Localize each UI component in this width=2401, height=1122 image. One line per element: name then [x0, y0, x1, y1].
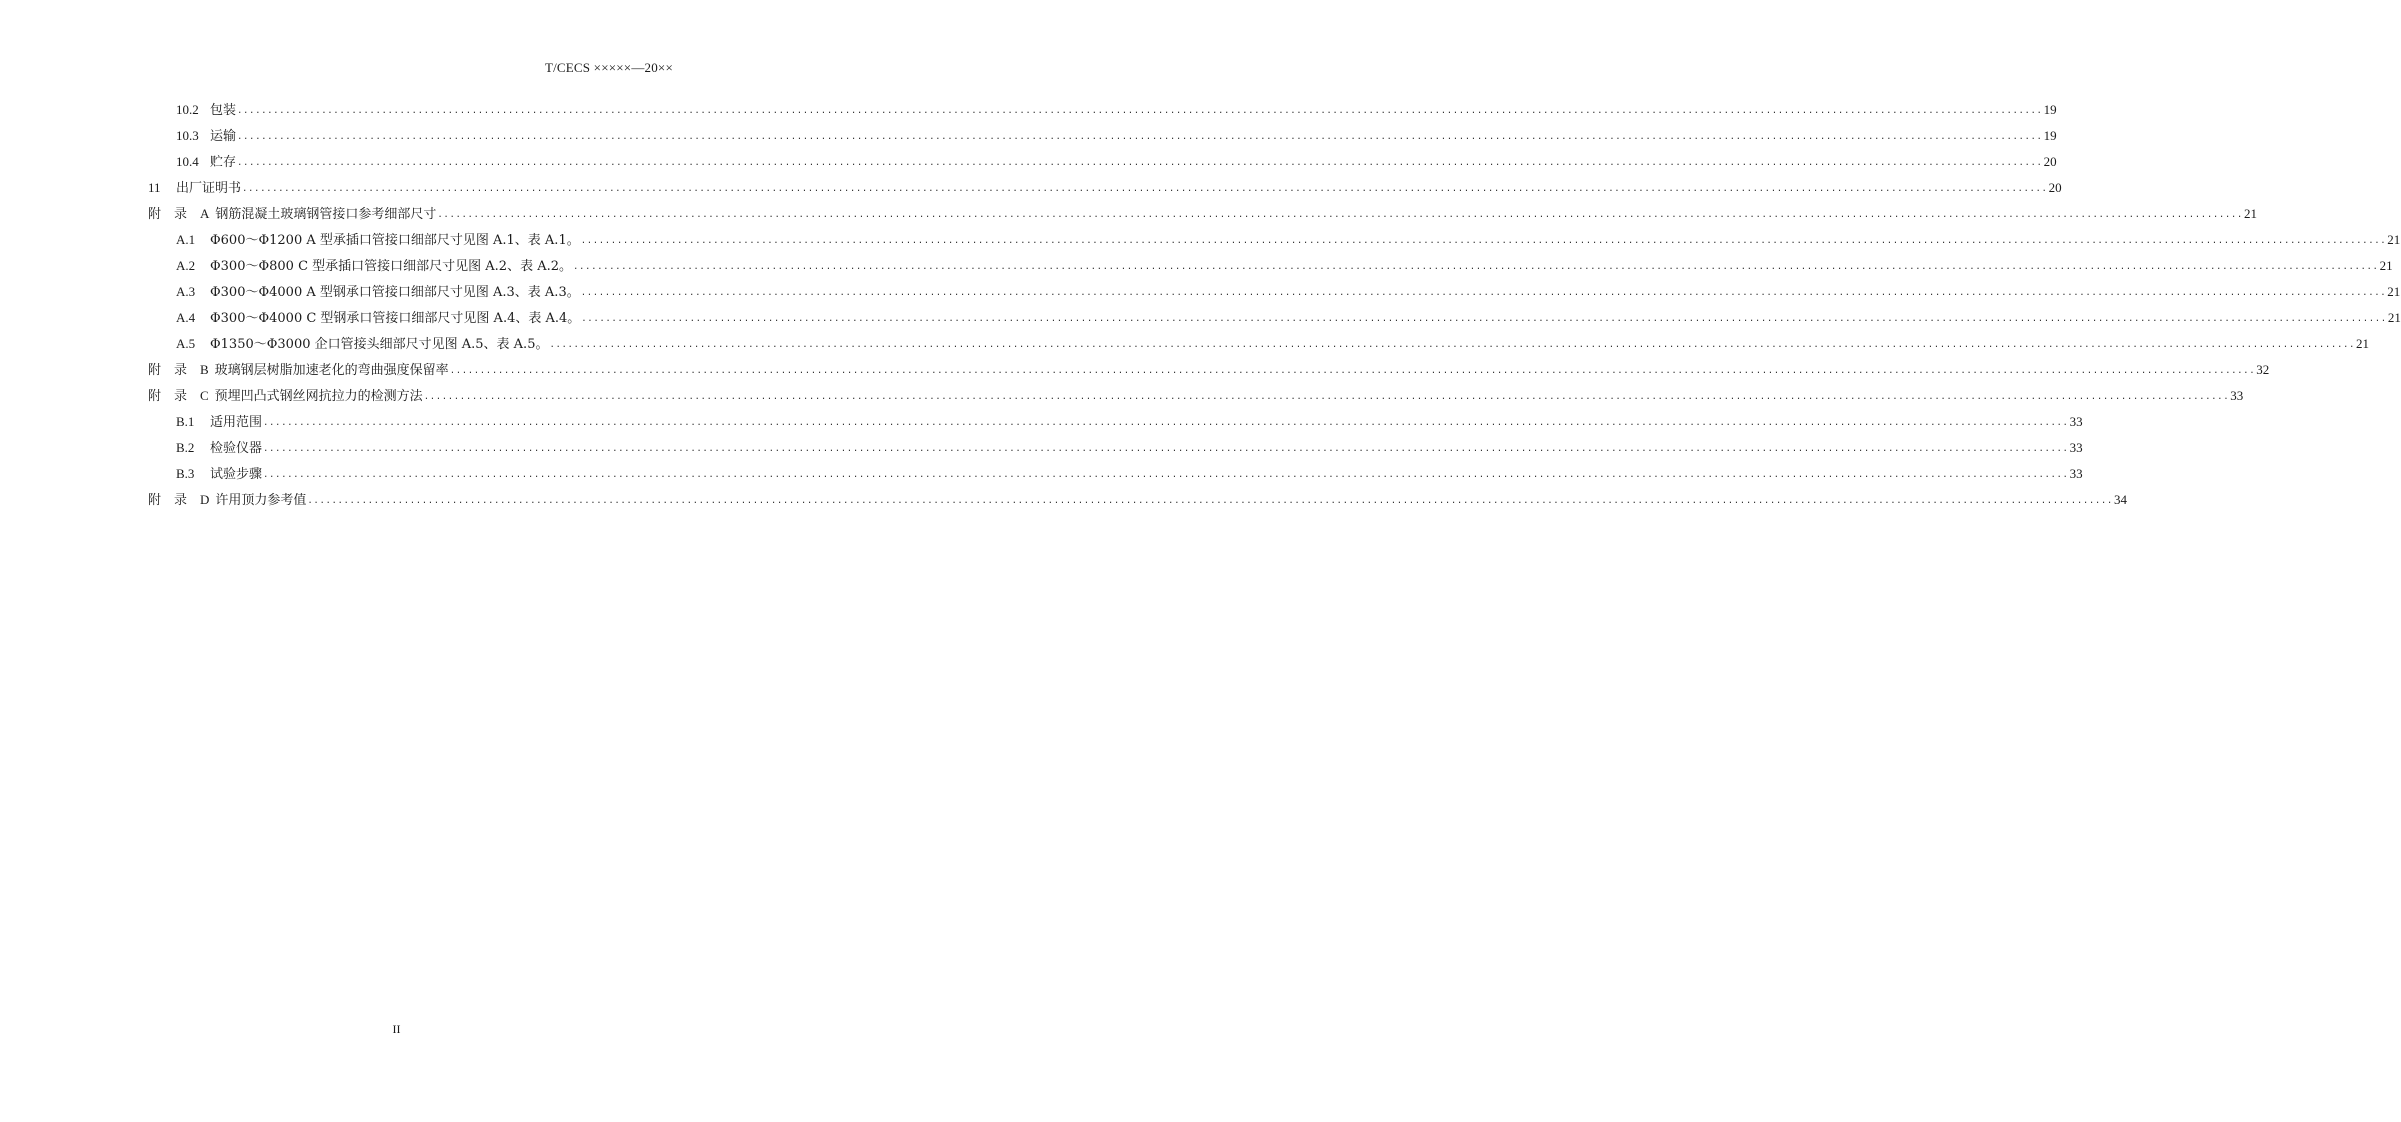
toc-entry[interactable] [148, 97, 2057, 123]
toc-entry[interactable] [148, 227, 2401, 253]
dot-leader: ............................................................................................................................................................................................................................................................................................................ [549, 340, 2356, 350]
toc-entry-page: 33 [2069, 466, 2083, 481]
toc-entry-page: 20 [2043, 154, 2057, 169]
toc-entry[interactable] [148, 175, 2062, 201]
document-code-header: T/CECS ×××××—20×× [544, 60, 673, 75]
toc-entry[interactable] [148, 253, 2393, 279]
toc-entry-page: 21 [2356, 336, 2370, 351]
dot-leader: ............................................................................................................................................................................................................................................................................................................ [580, 236, 2387, 246]
toc-entry-title: 出厂证明书 [176, 181, 242, 196]
dot-leader: ............................................................................................................................................................................................................................................................................................................ [263, 444, 2069, 454]
dot-leader: ............................................................................................................................................................................................................................................................................................................ [242, 184, 2048, 194]
toc-entry-title: 适用范围 [210, 415, 263, 430]
toc-entry-number: A.2 [176, 258, 196, 273]
toc-entry-page: 34 [2113, 492, 2127, 507]
toc-entry-page: 21 [2387, 310, 2401, 325]
toc-entry-page: 21 [2387, 232, 2401, 247]
toc-entry-page: 32 [2256, 362, 2270, 377]
toc-entry[interactable] [148, 383, 2244, 409]
dot-leader: ............................................................................................................................................................................................................................................................................................................ [580, 288, 2387, 298]
toc-entry-number: 附 录 B [148, 362, 209, 377]
toc-entry-page: 33 [2069, 440, 2083, 455]
toc-entry-number: 11 [148, 180, 161, 195]
toc-entry-title: Φ300～Φ4000 C 型钢承口管接口细部尺寸见图 A.4、表 A.4。 [210, 311, 581, 326]
toc-entry-title: 玻璃钢层树脂加速老化的弯曲强度保留率 [214, 363, 449, 378]
toc-entry-title: Φ600～Φ1200 A 型承插口管接口细部尺寸见图 A.1、表 A.1。 [210, 233, 580, 248]
toc-entry-page: 21 [2243, 206, 2257, 221]
toc-entry-number: 附 录 C [148, 388, 209, 403]
dot-leader: ............................................................................................................................................................................................................................................................................................................ [307, 496, 2113, 506]
toc-entry-page: 21 [2379, 258, 2393, 273]
toc-entry-number: 10.2 [176, 102, 199, 117]
toc-entry[interactable] [148, 305, 2401, 331]
toc-entry-page: 21 [2387, 284, 2401, 299]
dot-leader: ............................................................................................................................................................................................................................................................................................................ [263, 470, 2069, 480]
toc-entry-number: B.2 [176, 440, 195, 455]
toc-entry-title: 预埋凹凸式钢丝网抗拉力的检测方法 [214, 389, 423, 404]
toc-entry-title: Φ1350～Φ3000 企口管接头细部尺寸见图 A.5、表 A.5。 [210, 337, 549, 352]
toc-entry-title: 检验仪器 [210, 441, 263, 456]
toc-entry-number: A.4 [176, 310, 196, 325]
toc-entry-page: 19 [2043, 128, 2057, 143]
toc-entry[interactable] [148, 279, 2401, 305]
toc-entry[interactable] [148, 461, 2083, 487]
dot-leader: ............................................................................................................................................................................................................................................................................................................ [573, 262, 2379, 272]
table-of-contents [148, 97, 2401, 513]
toc-entry-number: 附 录 A [148, 206, 210, 221]
toc-entry-page: 33 [2069, 414, 2083, 429]
dot-leader: ............................................................................................................................................................................................................................................................................................................ [237, 158, 2043, 168]
toc-entry[interactable] [148, 357, 2270, 383]
toc-entry-page: 20 [2048, 180, 2062, 195]
toc-entry-number: B.1 [176, 414, 195, 429]
toc-entry-number: A.3 [176, 284, 196, 299]
dot-leader: ............................................................................................................................................................................................................................................................................................................ [437, 210, 2243, 220]
dot-leader: ............................................................................................................................................................................................................................................................................................................ [423, 392, 2230, 402]
toc-entry-number: B.3 [176, 466, 195, 481]
dot-leader: ............................................................................................................................................................................................................................................................................................................ [237, 106, 2043, 116]
toc-entry-number: A.5 [176, 336, 196, 351]
toc-entry-number: 10.3 [176, 128, 199, 143]
toc-entry[interactable] [148, 435, 2083, 461]
toc-entry-title: 试验步骤 [210, 467, 263, 482]
toc-entry-number: 10.4 [176, 154, 199, 169]
toc-entry[interactable] [148, 487, 2127, 513]
page-number: II [392, 1022, 401, 1036]
dot-leader: ............................................................................................................................................................................................................................................................................................................ [263, 418, 2069, 428]
toc-entry[interactable] [148, 201, 2257, 227]
toc-entry[interactable] [148, 149, 2057, 175]
toc-entry-title: Φ300～Φ800 C 型承插口管接口细部尺寸见图 A.2、表 A.2。 [210, 259, 573, 274]
toc-entry-title: 运输 [210, 129, 237, 144]
dot-leader: ............................................................................................................................................................................................................................................................................................................ [581, 314, 2387, 324]
toc-entry-title: 许用顶力参考值 [215, 493, 307, 508]
dot-leader: ............................................................................................................................................................................................................................................................................................................ [237, 132, 2043, 142]
toc-entry-title: Φ300～Φ4000 A 型钢承口管接口细部尺寸见图 A.3、表 A.3。 [210, 285, 580, 300]
toc-entry-title: 贮存 [210, 155, 237, 170]
toc-entry[interactable] [148, 409, 2083, 435]
toc-entry-number: A.1 [176, 232, 196, 247]
toc-entry[interactable] [148, 331, 2370, 357]
toc-entry-number: 附 录 D [148, 492, 210, 507]
toc-entry-title: 钢筋混凝土玻璃钢管接口参考细部尺寸 [215, 207, 437, 222]
toc-entry-title: 包装 [210, 103, 237, 118]
toc-entry[interactable] [148, 123, 2057, 149]
toc-entry-page: 19 [2043, 102, 2057, 117]
toc-entry-page: 33 [2230, 388, 2244, 403]
dot-leader: ............................................................................................................................................................................................................................................................................................................ [449, 366, 2256, 376]
